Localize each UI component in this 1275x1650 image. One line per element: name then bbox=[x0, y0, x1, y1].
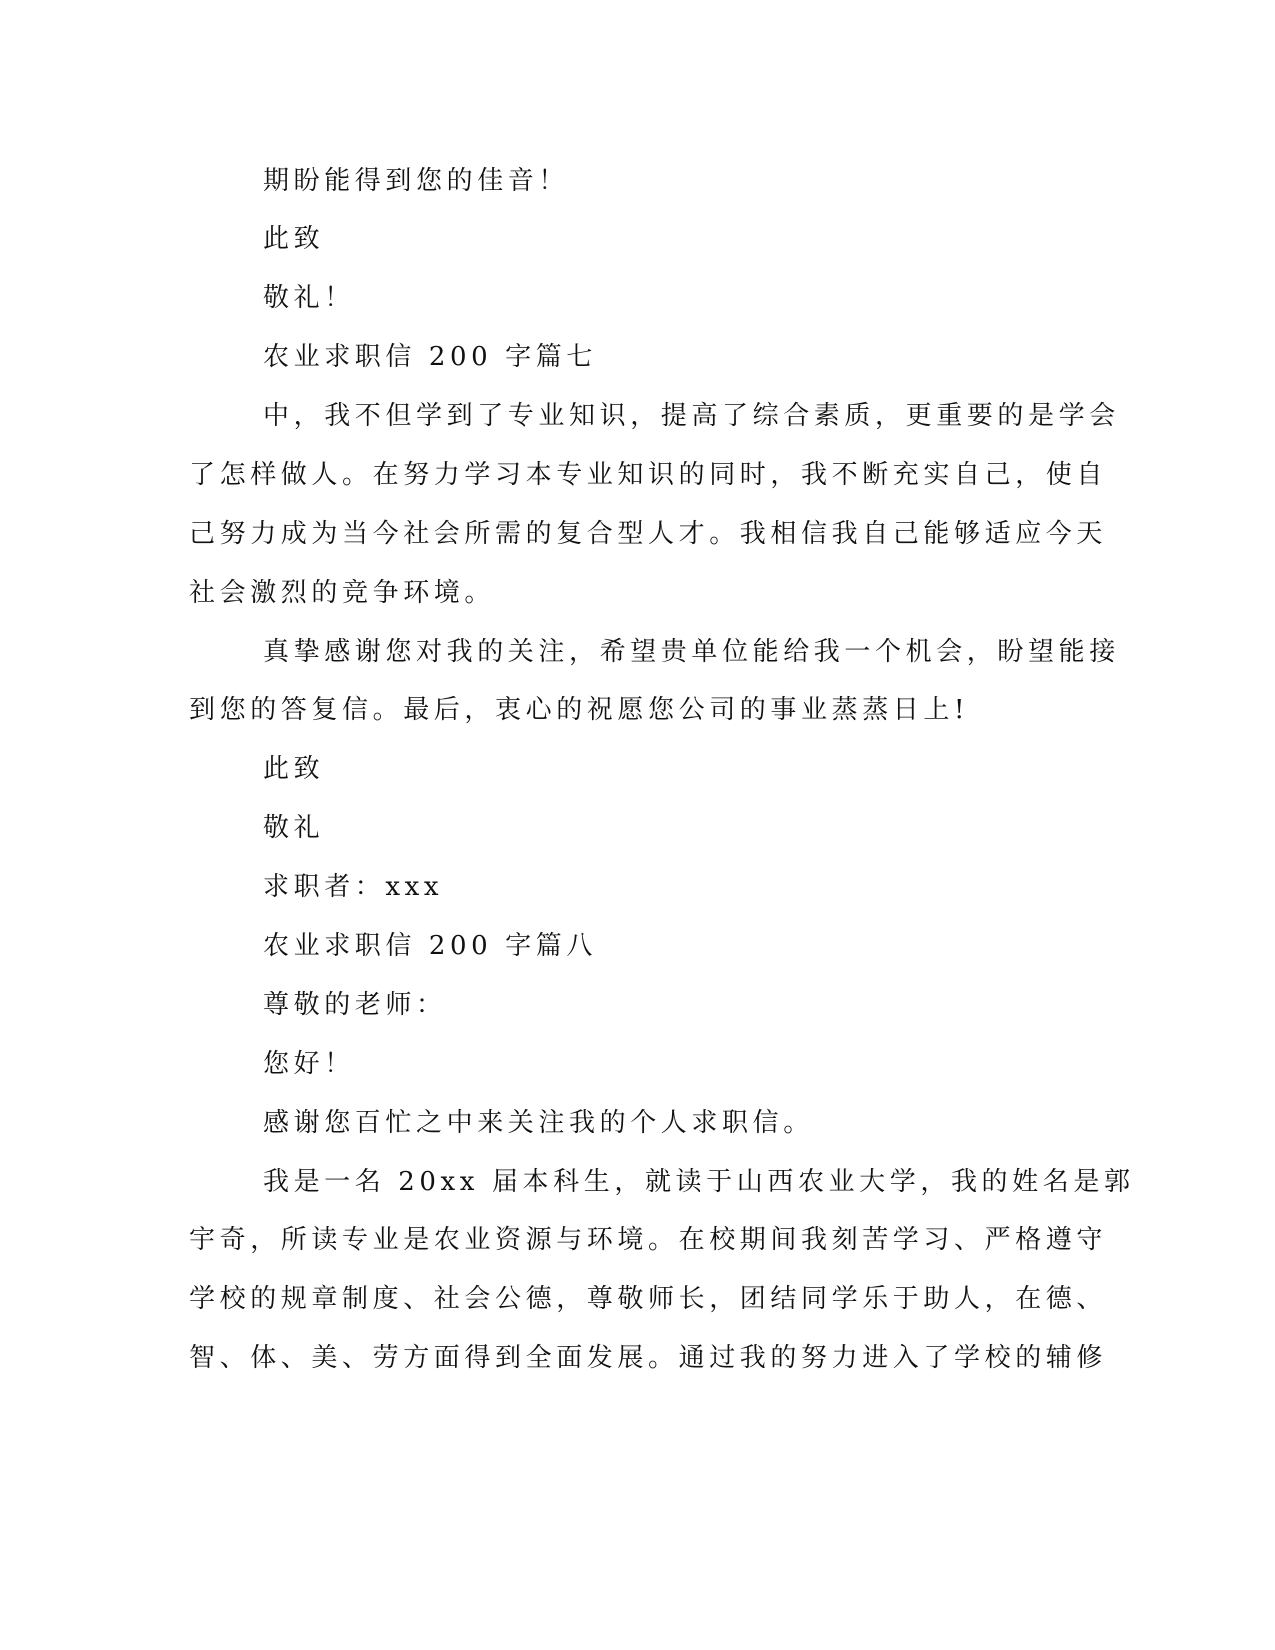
section-heading-eight: 农业求职信 200 字篇八 bbox=[263, 931, 597, 961]
body-paragraph-line: 智、体、美、劳方面得到全面发展。通过我的努力进入了学校的辅修 bbox=[189, 1343, 1108, 1373]
salutation-cizhi: 此致 bbox=[263, 224, 325, 254]
closing-hope-line: 期盼能得到您的佳音！ bbox=[263, 166, 570, 196]
body-paragraph-line: 我是一名 20xx 届本科生，就读于山西农业大学，我的姓名是郭 bbox=[263, 1167, 1135, 1197]
body-paragraph-line: 了怎样做人。在努力学习本专业知识的同时，我不断充实自己，使自 bbox=[189, 460, 1108, 490]
body-paragraph-line: 真挚感谢您对我的关注，希望贵单位能给我一个机会，盼望能接 bbox=[263, 637, 1120, 667]
body-paragraph-line: 己努力成为当今社会所需的复合型人才。我相信我自己能够适应今天 bbox=[189, 519, 1108, 549]
section-heading-seven: 农业求职信 200 字篇七 bbox=[263, 342, 597, 372]
salutation-jingli: 敬礼 bbox=[263, 813, 325, 843]
greeting-line: 尊敬的老师： bbox=[263, 990, 447, 1020]
salutation-cizhi: 此致 bbox=[263, 754, 325, 784]
body-paragraph-line: 到您的答复信。最后，衷心的祝愿您公司的事业蒸蒸日上! bbox=[189, 695, 970, 725]
body-paragraph-line: 宇奇，所读专业是农业资源与环境。在校期间我刻苦学习、严格遵守 bbox=[189, 1225, 1108, 1255]
body-paragraph-line: 学校的规章制度、社会公德，尊敬师长，团结同学乐于助人，在德、 bbox=[189, 1284, 1108, 1314]
body-paragraph-line: 感谢您百忙之中来关注我的个人求职信。 bbox=[263, 1108, 814, 1138]
signature-line: 求职者：xxx bbox=[263, 872, 444, 902]
greeting-line: 您好！ bbox=[263, 1049, 355, 1079]
body-paragraph-line: 中，我不但学到了专业知识，提高了综合素质，更重要的是学会 bbox=[263, 401, 1120, 431]
body-paragraph-line: 社会激烈的竞争环境。 bbox=[189, 578, 496, 608]
salutation-jingli: 敬礼！ bbox=[263, 283, 355, 313]
